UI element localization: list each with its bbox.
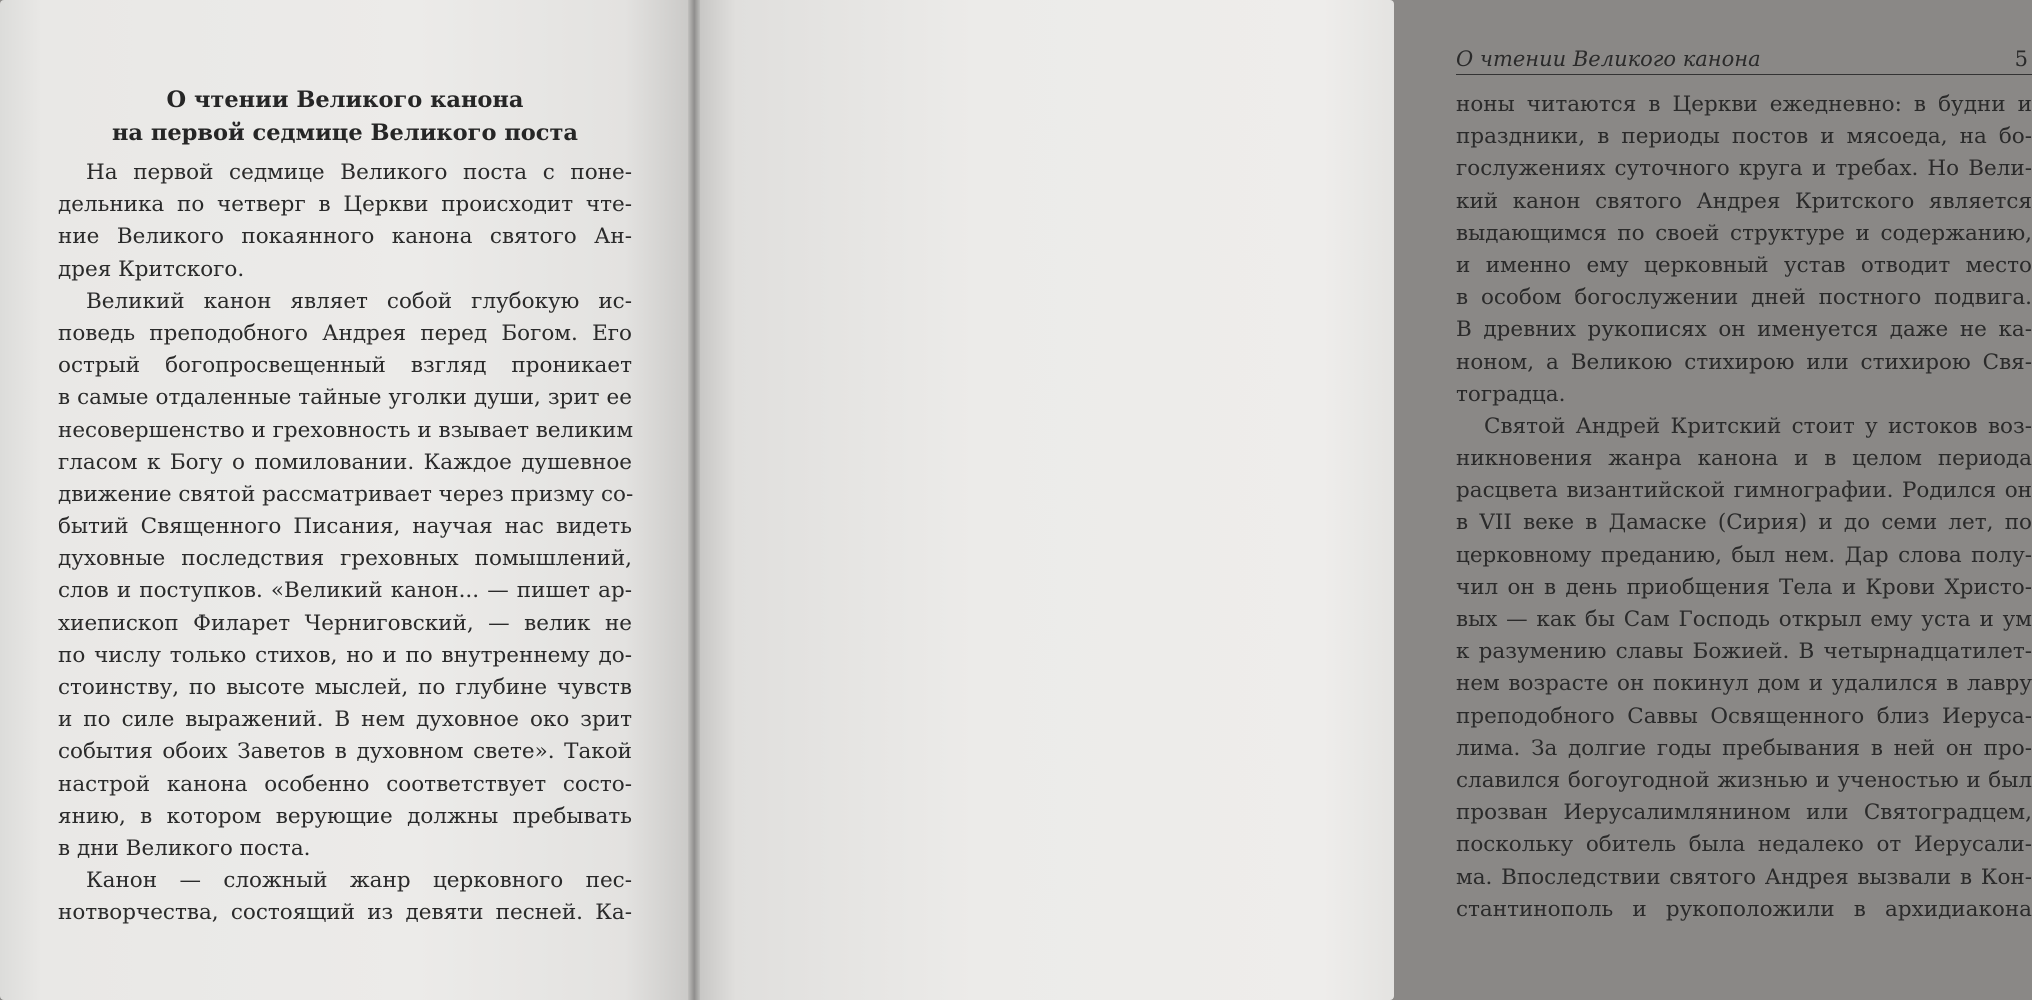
text-line: выдающимся по своей структуре и содержанию, xyxy=(1456,220,2032,246)
text-line: бытий Священного Писания, научая нас видеть xyxy=(58,514,632,540)
text-line: к разумению славы Божией. В четырнадцатилет- xyxy=(1456,639,2032,665)
paragraph xyxy=(58,157,632,286)
running-head xyxy=(1456,44,2032,75)
paragraph xyxy=(58,286,632,865)
text-line: преподобного Саввы Освященного близ Иеруса- xyxy=(1456,703,2032,729)
text-line: и по силе выражений. В нем духовное око зрит xyxy=(58,707,632,733)
text-line: в самые отдаленные тайные уголки души, зрит ее xyxy=(58,385,632,411)
text-line: настрой канона особенно соответствует состо- xyxy=(58,771,632,797)
text-line: ноны читаются в Церкви ежедневно: в будни и xyxy=(1456,92,2032,117)
text-line: гослужениях суточного круга и требах. Но Вели- xyxy=(1456,156,2032,182)
text-line: и именно ему церковный устав отводит место xyxy=(1456,252,2032,278)
right-page xyxy=(694,0,2032,1000)
text-line: острый богопросвещенный взгляд проникает xyxy=(58,353,632,379)
text-line: кий канон святого Андрея Критского является xyxy=(1456,188,2032,214)
text-line: На первой седмице Великого поста с поне- xyxy=(86,160,632,185)
text-line: Святой Андрей Критский стоит у истоков воз- xyxy=(1484,413,2032,439)
text-line: духовные последствия греховных помышлений, xyxy=(58,546,632,572)
text-line: ние Великого покаянного канона святого Ан- xyxy=(58,224,632,250)
left-page xyxy=(0,0,694,1000)
running-head-title: О чтении Великого канона xyxy=(1456,47,1761,71)
text-line: праздники, в периоды постов и мясоеда, на бо- xyxy=(1456,124,2032,150)
text-line: в особом богослужении дней постного подвига. xyxy=(1456,285,2032,311)
text-line: вых — как бы Сам Господь открыл ему уста и ум xyxy=(1456,607,2032,632)
text-line: нотворчества, состоящий из девяти песней. Ка- xyxy=(58,900,632,926)
text-line: прозван Иерусалимлянином или Святоградцем, xyxy=(1456,800,2032,826)
paragraph xyxy=(58,865,632,929)
text-line: ноном, а Великою стихирою или стихирою Свя- xyxy=(1456,349,2032,375)
right-page-body xyxy=(1456,89,2032,926)
text-line: несовершенство и греховность и взывает великим xyxy=(58,417,634,443)
text-line: ма. Впоследствии святого Андрея вызвали в Кон- xyxy=(1456,864,2032,890)
text-line: лима. За долгие годы пребывания в ней он про- xyxy=(1456,735,2032,761)
book-gutter xyxy=(688,0,700,1000)
text-line: Канон — сложный жанр церковного пес- xyxy=(86,868,632,894)
text-line: В древних рукописях он именуется даже не ка- xyxy=(1456,317,2032,343)
text-line: чил он в день приобщения Тела и Крови Христо- xyxy=(1456,574,2032,600)
text-line: церковному преданию, был нем. Дар слова полу- xyxy=(1456,542,2032,568)
text-line: стантинополь и рукоположили в архидиакона xyxy=(1456,896,2032,922)
text-line: по числу только стихов, но и по внутреннему до- xyxy=(58,642,632,668)
text-line: в дни Великого поста. xyxy=(58,835,311,861)
heading-line: на первой седмице Великого поста xyxy=(111,120,579,146)
text-line: поведь преподобного Андрея перед Богом. Его xyxy=(58,320,632,346)
text-line: дельника по четверг в Церкви происходит чте- xyxy=(58,192,632,218)
text-line: в VII веке в Дамаске (Сирия) и до семи лет, по xyxy=(1456,510,2032,536)
text-line: никновения жанра канона и в целом периода xyxy=(1456,446,2032,472)
text-line: расцвета византийской гимнографии. Родился он xyxy=(1456,478,2032,504)
text-line: нем возрасте он покинул дом и удалился в лавру xyxy=(1456,671,2032,697)
text-line: движение святой рассматривает через призму со- xyxy=(58,481,634,507)
paragraph xyxy=(1456,89,2032,411)
text-line: гласом к Богу о помиловании. Каждое душевное xyxy=(58,449,632,475)
paragraph xyxy=(1456,411,2032,926)
text-line: янию, в котором верующие должны пребывать xyxy=(58,803,632,829)
page-number: 5 xyxy=(2014,47,2028,71)
chapter-heading xyxy=(58,84,632,150)
text-line: дрея Критского. xyxy=(58,256,245,282)
text-line: события обоих Заветов в духовном свете». Такой xyxy=(58,739,632,765)
text-line: хиепископ Филарет Черниговский, — велик не xyxy=(58,610,632,636)
text-line: слов и поступков. «Великий канон... — пишет ар- xyxy=(58,578,632,604)
text-line: поскольку обитель была недалеко от Иерусали- xyxy=(1456,832,2032,858)
heading-line: О чтении Великого канона xyxy=(166,87,524,113)
text-line: стоинству, по высоте мыслей, по глубине чувств xyxy=(58,675,632,700)
text-line: тоградца. xyxy=(1456,381,1566,407)
text-line: Великий канон являет собой глубокую ис- xyxy=(86,288,632,314)
text-line: славился богоугодной жизнью и ученостью и был xyxy=(1456,767,2032,793)
left-page-body xyxy=(58,157,632,930)
